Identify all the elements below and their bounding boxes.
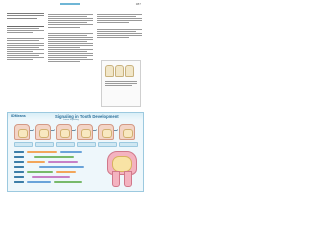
text-line [48, 51, 87, 52]
molar-illustration [104, 149, 138, 187]
text-line [7, 51, 33, 52]
stage-core [18, 129, 28, 138]
text-line [7, 49, 44, 50]
signal-bar [27, 171, 53, 173]
paragraph-gap [7, 34, 44, 37]
text-line [48, 57, 87, 58]
text-line [48, 49, 93, 50]
text-line [97, 20, 142, 21]
panel-header [8, 113, 143, 120]
text-line [48, 43, 93, 44]
stage-label [98, 142, 117, 147]
signal-bar [34, 156, 74, 158]
text-line [48, 22, 87, 23]
stage-core [81, 129, 91, 138]
text-line [48, 47, 80, 48]
text-line [48, 18, 93, 19]
signal-label [14, 151, 24, 154]
signaling-panel [7, 112, 144, 192]
left-column [7, 13, 44, 61]
tooth-illustration [105, 65, 114, 77]
signal-bar [56, 171, 76, 173]
development-stages [14, 124, 137, 140]
text-line [97, 33, 142, 34]
signal-bar [27, 161, 45, 163]
text-line [97, 35, 142, 36]
paragraph-gap [48, 29, 93, 32]
text-line [97, 18, 142, 19]
text-line [7, 26, 44, 27]
text-line [48, 53, 93, 54]
stage-label [119, 142, 138, 147]
text-line [48, 61, 80, 62]
signal-bar [39, 166, 84, 168]
signal-label [14, 181, 24, 184]
molar-root [112, 171, 120, 187]
text-line [48, 41, 87, 42]
middle-column [48, 13, 93, 64]
text-line [48, 16, 87, 17]
stage-label [14, 142, 33, 147]
figure-caption-line [105, 83, 137, 84]
text-line [7, 43, 44, 44]
text-line [7, 32, 33, 33]
text-line [97, 22, 129, 23]
paragraph-gap [97, 24, 142, 27]
stage-core [123, 129, 133, 138]
signal-row [14, 150, 99, 154]
stage-core [39, 129, 49, 138]
text-line [7, 40, 39, 41]
text-line [97, 31, 136, 32]
text-line [48, 14, 93, 15]
stage-illustration [14, 124, 30, 140]
arrow-icon [93, 130, 96, 131]
abstract-line [7, 15, 44, 16]
text-line [48, 35, 87, 36]
signal-bar [32, 176, 70, 178]
page-number-text: 387 [135, 2, 141, 6]
arrow-icon [30, 130, 33, 131]
signal-bar [60, 151, 82, 153]
signal-label [14, 171, 24, 174]
text-line [7, 59, 33, 60]
signal-row [14, 175, 99, 179]
signal-row [14, 165, 99, 169]
stage-labels [14, 142, 137, 146]
stage-core [60, 129, 70, 138]
inline-figure [101, 60, 141, 107]
signaling-table [14, 150, 99, 186]
stage-label [77, 142, 96, 147]
stage-label [35, 142, 54, 147]
text-line [7, 30, 44, 31]
stage-illustration [56, 124, 72, 140]
text-line [7, 57, 44, 58]
signal-label [14, 166, 24, 169]
text-line [48, 33, 93, 34]
text-line [48, 59, 93, 60]
arrow-icon [51, 130, 54, 131]
text-line [7, 45, 44, 46]
signal-bar [27, 151, 57, 153]
arrow-icon [114, 130, 117, 131]
tooth-illustration [115, 65, 124, 77]
panel-subtitle: Lorem Signaling [63, 119, 79, 121]
tooth-illustration [125, 65, 134, 77]
stage-illustration [35, 124, 51, 140]
text-line [97, 14, 142, 15]
signal-label [14, 161, 24, 164]
stage-illustration [119, 124, 135, 140]
abstract-line [7, 18, 37, 19]
text-line [97, 37, 129, 38]
text-line [48, 20, 93, 21]
text-line [48, 37, 93, 38]
stage-illustration [77, 124, 93, 140]
molar-root [124, 171, 132, 187]
signal-row [14, 155, 99, 159]
signal-label [14, 156, 24, 159]
abstract-block [7, 13, 44, 22]
signal-label [14, 176, 24, 179]
text-line [97, 16, 136, 17]
text-line [48, 55, 93, 56]
stage-core [102, 129, 112, 138]
figure-caption-line [105, 85, 132, 86]
panel-title: Signaling in Tooth Development [55, 114, 119, 119]
text-line [48, 24, 93, 25]
right-column [97, 13, 142, 39]
signal-bar [27, 181, 51, 183]
panel-tag: IDMeans [11, 114, 26, 118]
header-stripe [60, 3, 80, 5]
text-line [48, 27, 80, 28]
text-line [7, 53, 44, 54]
signal-bar [48, 161, 78, 163]
text-line [97, 29, 142, 30]
stage-illustration [98, 124, 114, 140]
signal-row [14, 160, 99, 164]
signal-bar [54, 181, 82, 183]
molar-pulp [112, 156, 132, 172]
arrow-icon [72, 130, 75, 131]
signal-row [14, 180, 99, 184]
text-line [7, 28, 39, 29]
text-line [48, 45, 93, 46]
text-line [7, 47, 39, 48]
text-line [7, 55, 39, 56]
figure-caption-line [105, 81, 137, 82]
text-line [48, 39, 93, 40]
signal-row [14, 170, 99, 174]
stage-label [56, 142, 75, 147]
text-line [7, 38, 44, 39]
